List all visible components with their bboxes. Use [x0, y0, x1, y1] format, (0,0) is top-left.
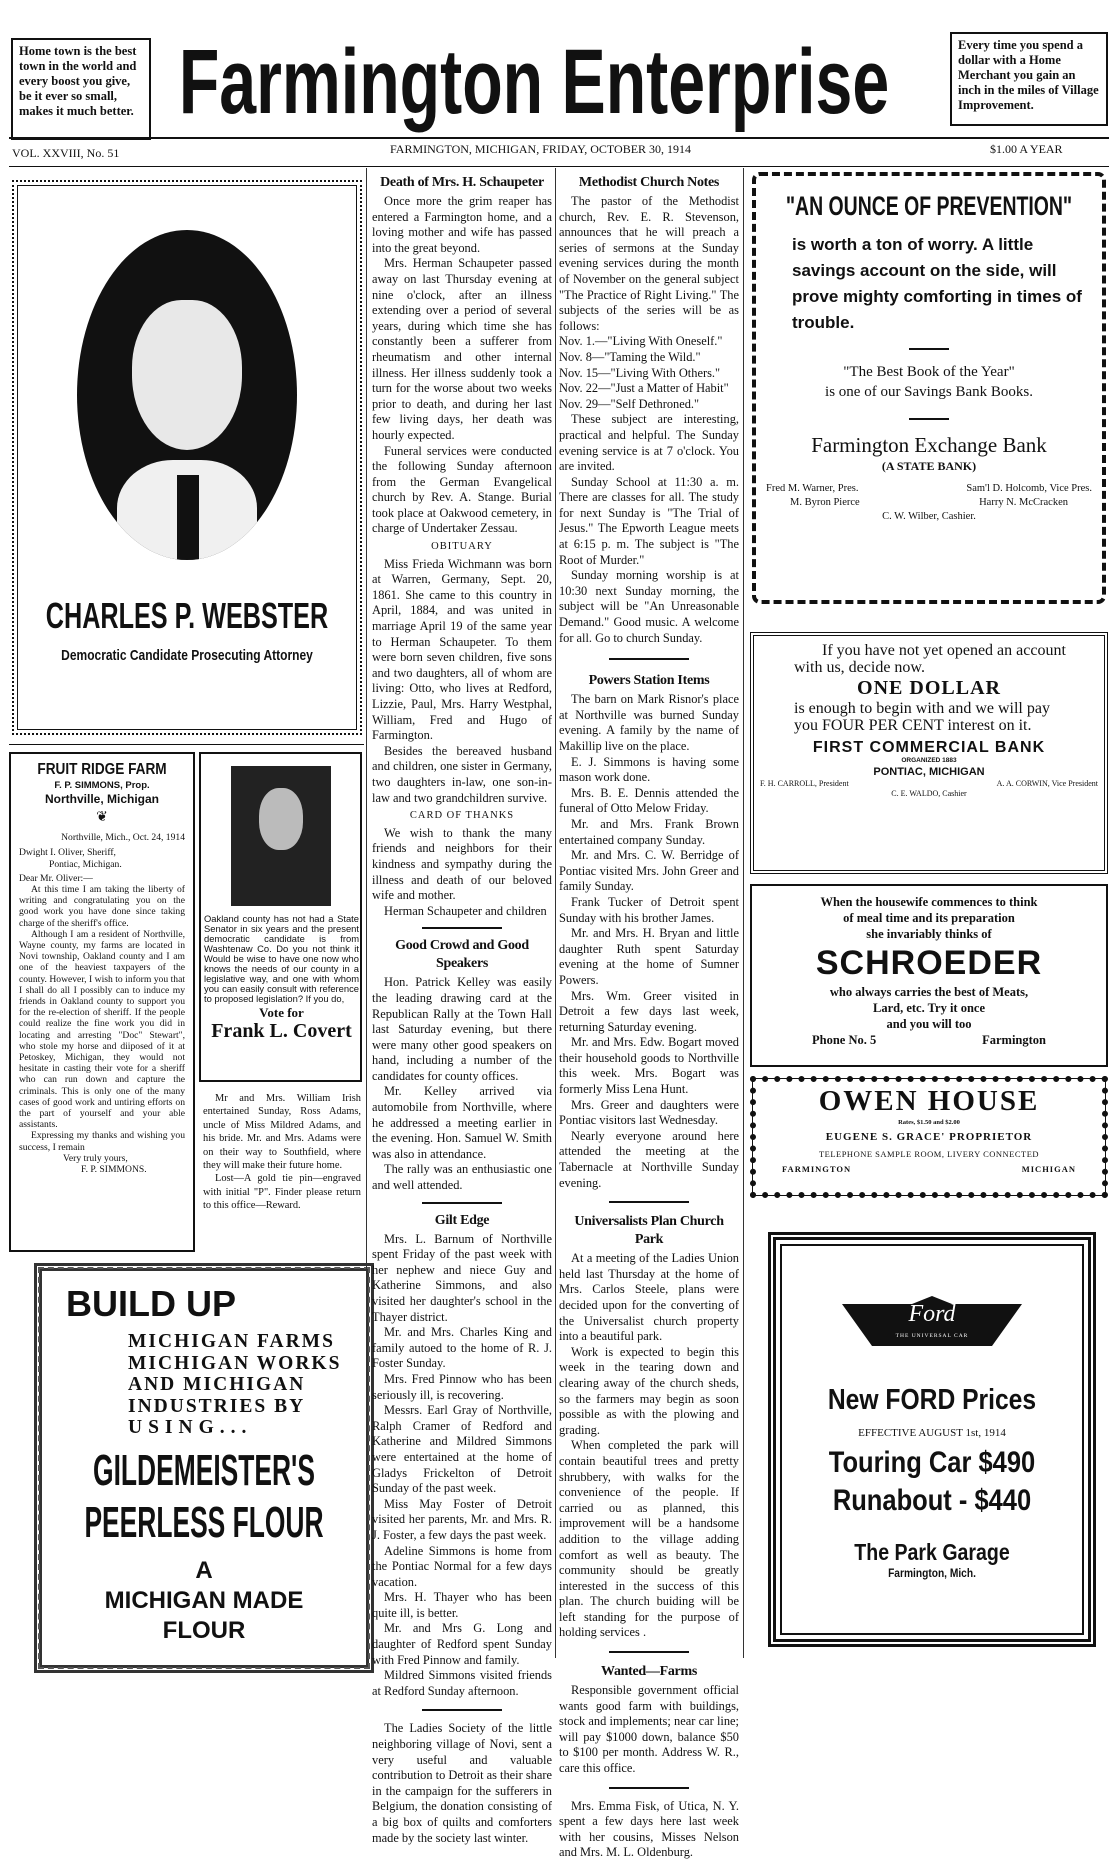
divider	[609, 658, 689, 660]
webster-caption: Democratic Candidate Prosecuting Attorney	[61, 647, 313, 664]
paragraph: Nov. 15—"Living With Others."	[559, 365, 721, 380]
paragraph: When completed the park will contain beautiful trees and pretty shrubbery, with walks for the convenience of the people. If carried ou as planned, this improvement will be a handsome addition to the village adding comfort as well as beauty. The community should be greatly interested in the success of this plan. The church buiding will be left standing for the purpose of holding services .	[559, 1438, 739, 1640]
paragraph: Mrs. Herman Schaupeter passed away on last Thursday evening at nine o'clock, after an illness extending over a period of several years, during which time she has constantly been a sufferer from rheumatism and other internal illness. Her illness suddenly took a turn for the worse about two weeks prior to death, and during her last few living days, her death was hourly expected.	[372, 256, 552, 442]
paragraph: Hon. Patrick Kelley was easily the leading drawing card at the Republican Rally at the Town Hall last Saturday evening, but there were many other good speakers on hand, including a number of the candidates for county offices.	[372, 975, 552, 1083]
schroeder-line: who always carries the best of Meats,	[829, 985, 1029, 999]
flour-l3: MICHIGAN WORKS	[128, 1352, 342, 1374]
paragraph: At this time I am taking the liberty of writing and congratulating you on the good work you have done since taking charge of the sheriff's office.	[19, 884, 185, 929]
schroeder-ad	[750, 884, 1108, 1067]
covert-portrait	[231, 766, 331, 906]
paragraph: Mr. and Mrs. Frank Brown entertained company Sunday.	[559, 816, 739, 847]
article-body	[559, 1799, 739, 1861]
paragraph: Mrs. Wm. Greer visited in Detroit a few days last week, returning Saturday evening.	[559, 988, 739, 1034]
powers-headline: Powers Station Items	[588, 673, 710, 689]
paragraph: The pastor of the Methodist church, Rev. E. R. Stevenson, announces that he will preach a series of sermons at the Sunday evening services during the month of November on the general subject "The Practice of Right Living." The subjects of the series will be as follows:	[559, 194, 739, 333]
covert-text: Oakland county has not had a State Senator in six years and the present democratic candidate is from Washtenaw Co. Do you not think it Would be wise to have one now who knows the needs of our county in a legislative way, and one with whom you can easily consult with reference to proposed legislation? If you do,	[204, 913, 359, 1004]
flour-a: A	[195, 1557, 213, 1584]
flour-list	[128, 1331, 341, 1439]
article-body	[559, 1683, 739, 1777]
paragraph: Funeral services were conducted the following Sunday afternoon from the German Evangelical church by Rev. A. Stange. Burial took place at Oakwood cemetery, in charge of Undertaker Zessau.	[372, 443, 552, 536]
officer: Fred M. Warner, Pres.	[766, 483, 859, 494]
ounce-book-1: "The Best Book of the Year"	[843, 364, 1015, 380]
paragraph: Adeline Simmons is home from the Pontiac Normal for a few days vacation.	[372, 1543, 552, 1589]
letter-closing: Very truly yours,	[63, 1152, 128, 1164]
ford-logo-sub: THE UNIVERSAL CAR	[895, 1333, 969, 1339]
paragraph: We wish to thank the many friends and neighbors for their kindness and sympathy during the illness and death of our beloved wife and mother.	[372, 825, 552, 903]
ford-effective: EFFECTIVE AUGUST 1st, 1914	[858, 1427, 1006, 1439]
owen-house-ad	[750, 1076, 1108, 1198]
article-body	[559, 194, 739, 334]
obituary-label: OBITUARY	[431, 541, 493, 553]
death-headline: Death of Mrs. H. Schaupeter	[380, 175, 544, 190]
paragraph: Nov. 8—"Taming the Wild."	[559, 349, 701, 364]
paragraph: Mr. Kelley arrived via automobile from Northville, where he addressed a meeting earlier in the evening. Hon. Samuel W. Smith was also in attendance.	[372, 1084, 552, 1161]
paragraph: The Ladies Society of the little neighboring village of Novi, sent a very useful and valuable contribution to Detroit as their share in the campaign for the sufferers in Belgium, the donation consisting of a big box of quilts and comforters made by the society last winter.	[372, 1721, 552, 1845]
paragraph: Expressing my thanks and wishing you success, I remain	[19, 1130, 185, 1153]
ford-headline: New FORD Prices	[827, 1384, 1037, 1416]
commercial-offer: is enough to begin with and we will pay you FOUR PER CENT interest on it.	[794, 700, 1050, 734]
covert-vote: Vote for	[259, 1005, 304, 1020]
masthead-rule	[9, 137, 1109, 139]
divider	[422, 927, 502, 929]
gilt-edge-headline: Gilt Edge	[434, 1212, 490, 1228]
commercial-bank-name: FIRST COMMERCIAL BANK	[812, 739, 1046, 756]
article-body	[559, 412, 739, 646]
paragraph: Mrs. B. E. Dennis attended the funeral of Otto Melow Friday.	[559, 785, 739, 816]
covert-copy	[204, 914, 359, 1043]
letter-address: Dwight I. Oliver, Sheriff,	[19, 847, 116, 859]
paragraph: Messrs. Earl Gray of Northville, Ralph Cramer of Redford and Katherine and Mildred Simmons were entertained at the home of Gladys Frickelton of Detroit Sunday of the past week.	[372, 1403, 552, 1496]
paragraph: Nov. 29—"Self Dethroned."	[559, 396, 700, 411]
price: $1.00 A YEAR	[990, 142, 1063, 156]
divider	[422, 1202, 502, 1204]
paragraph: Responsible government official wants good farm with buildings, stock and implements; near car line; will pay $1000 down, balance $50 to $100 per month. Address W. R., care this office.	[559, 1683, 739, 1776]
paragraph: Sunday School at 11:30 a. m. There are classes for all. The study for next Sunday is "The Trial of Jesus." The Epworth League meets at 6:15 p. m. The subject is "The Root of Murder."	[559, 474, 739, 567]
paragraph: Mrs. H. Thayer who has been quite ill, is better.	[372, 1590, 552, 1620]
paragraph: Besides the bereaved husband and children, one sister in Germany, two daughters in-law, one son-in-law and two grandchildren survive.	[372, 743, 552, 805]
ornament-icon: ❦	[96, 810, 108, 826]
schroeder-line: When the housewife commences to think	[820, 895, 1038, 909]
farm-title: FRUIT RIDGE FARM	[37, 761, 167, 778]
paragraph: At a meeting of the Ladies Union held last Thursday at the home of Mrs. Carlos Steele, plans were decided upon for the converting of the Universalist church property into a beautiful park.	[559, 1251, 739, 1344]
paragraph: Once more the grim reaper has entered a Farmington home, and a loving mother and wife has passed into the great beyond.	[372, 194, 552, 255]
article-body	[372, 1721, 552, 1846]
paragraph: Mr. and Mrs G. Long and daughter of Redford spent Sunday with Fred Pinnow and family.	[372, 1621, 552, 1667]
commercial-bank-ad	[750, 632, 1108, 874]
schroeder-line: of meal time and its preparation	[843, 911, 1015, 925]
paragraph: The rally was an enthusiastic one and well attended.	[372, 1162, 552, 1193]
paragraph: The barn on Mark Risnor's place at Northville was burned Sunday evening. A family by the name of Makillip live on the place.	[559, 692, 739, 753]
ounce-body: is worth a ton of worry. A little savings account on the side, will prove mighty comforting in times of trouble.	[792, 235, 1082, 332]
paragraph: Although I am a resident of Northville, Wayne county, my farms are located in Novi township, Oakland county and I am one of the heaviest taxpayers of the county. However, I wish to inform you that I shall do all I possibly can to induce my friends in Oakland county to support you for the re-election of sheriff. If the people could realize the fine work you did in locating and arresting "Doc" Stewart", who stole my horse and diiposed of it at Petoskey, Michigan, they would not hesitate in casting their vote for a sheriff who can run down and capture the criminals. This is only one of the many cases of good work and untiring efforts on the part of yourself and your able assistants.	[19, 928, 185, 1131]
one-dollar: ONE DOLLAR	[857, 677, 1001, 699]
letter-signature: F. P. SIMMONS.	[81, 1164, 147, 1176]
article-body	[19, 884, 185, 1153]
officer: C. W. Wilber, Cashier.	[882, 511, 976, 522]
paragraph: Mr. and Mrs. Charles King and family autoed to the home of R. J. Foster Sunday.	[372, 1325, 552, 1371]
farm-prop: F. P. SIMMONS, Prop.	[54, 780, 150, 791]
paragraph: Herman Schaupeter and children	[384, 903, 547, 918]
paragraph: Mr. and Mrs. H. Bryan and little daughter Ruth spent Saturday evening at the home of Sumner Powers.	[559, 926, 739, 987]
touring-price: Touring Car $490	[828, 1446, 1036, 1479]
officer: M. Byron Pierce	[790, 497, 860, 508]
officer: F. H. CARROLL, President	[760, 779, 849, 788]
state-bank-label: (A STATE BANK)	[881, 459, 977, 473]
divider	[609, 1201, 689, 1203]
article-body	[559, 1251, 739, 1641]
owen-town: FARMINGTON	[782, 1164, 852, 1174]
schroeder-name: SCHROEDER	[815, 944, 1043, 982]
dateline: FARMINGTON, MICHIGAN, FRIDAY, OCTOBER 30, 1914	[390, 142, 692, 156]
left-ear-text: Home town is the best town in the world and every boost you give, be it ever so small, makes it much better.	[19, 44, 137, 118]
officer: Sam'l D. Holcomb, Vice Pres.	[966, 483, 1092, 494]
ounce-headline: "AN OUNCE OF PREVENTION"	[785, 191, 1073, 221]
left-ear-box	[11, 38, 151, 140]
organized: ORGANIZED 1883	[901, 757, 957, 764]
paragraph: Mr. and Mrs. Edw. Bogart moved their household goods to Northville this week. Mrs. Bogart was formerly Miss Lena Hunt.	[559, 1035, 739, 1097]
exchange-bank-ad	[752, 172, 1106, 604]
paragraph: Miss May Foster of Detroit visited her parents, Mr. and Mrs. R. J. Foster, a few days the past week.	[372, 1496, 552, 1542]
paragraph: Miss Frieda Wichmann was born at Warren, Germany, Sept. 20, 1861. She came to this country in April, 1884, and was united in marriage April 19 of the same year to Herman Schaupeter. To them were born seven children, five sons and two daughters, all of whom are living: Otto, who lives at Redford, Lizzie, Paul, Mrs. Harry Westphal, William, Fred and Hugo of Farmington.	[372, 556, 552, 743]
paragraph: These subject are interesting, practical and helpful. The Sunday evening service is at 7 o'clock. You are invited.	[559, 412, 739, 474]
article-body	[372, 1232, 552, 1700]
flour-l2: MICHIGAN FARMS	[128, 1331, 335, 1352]
paragraph: Nearly everyone around here attended the meeting at the Tabernacle at Northville Sunday evening.	[559, 1128, 739, 1190]
ford-logo-text: Ford	[908, 1301, 956, 1327]
owen-proprietor: EUGENE S. GRACE' PROPRIETOR	[825, 1131, 1033, 1143]
exchange-bank-name: Farmington Exchange Bank	[811, 433, 1047, 457]
flour-l1: BUILD UP	[66, 1283, 236, 1324]
article-body	[372, 975, 552, 1193]
paragraph: Nov. 1.—"Living With Oneself."	[559, 334, 723, 349]
article-body	[203, 1092, 361, 1213]
fruit-ridge-letter	[9, 752, 195, 1252]
farm-place: Northville, Michigan	[44, 792, 159, 807]
paragraph: Sunday morning worship is at 10:30 next Sunday morning, the subject will be "An Unreasonable Demand." Good music. A welcome for all. Go to church Sunday.	[559, 568, 739, 645]
paragraph: Mrs. L. Barnum of Northville spent Friday of the past week with her nephew and niece Guy and Katherine Simmons, and also visited her daughter's school in the Thayer district.	[372, 1231, 552, 1324]
runabout-price: Runabout - $440	[832, 1484, 1032, 1517]
column-2	[372, 172, 552, 1846]
divider	[609, 1651, 689, 1653]
volume: VOL. XXVIII, No. 51	[12, 146, 120, 160]
schroeder-line: Lard, etc. Try it once	[872, 1001, 985, 1015]
officer: Harry N. McCracken	[979, 497, 1068, 508]
owen-rates: Rates, $1.50 and $2.00	[898, 1119, 960, 1126]
ford-logo	[842, 1296, 1022, 1360]
owen-telephone: TELEPHONE SAMPLE ROOM, LIVERY CONNECTED	[818, 1149, 1040, 1159]
schroeder-phone: Phone No. 5	[812, 1033, 877, 1047]
covert-name: Frank L. Covert	[211, 1020, 352, 1042]
column-3	[559, 172, 739, 1861]
article-body	[372, 826, 552, 920]
newspaper-title: Farmington Enterprise	[178, 31, 890, 133]
flour-brand: GILDEMEISTER'S	[93, 1446, 315, 1495]
flour-l6: USING...	[128, 1417, 253, 1438]
schroeder-line: and you will too	[886, 1017, 972, 1031]
article-body	[372, 557, 552, 807]
owen-name: OWEN HOUSE	[818, 1085, 1040, 1117]
letter-date: Northville, Mich., Oct. 24, 1914	[61, 832, 185, 844]
ford-ad	[768, 1232, 1096, 1647]
paragraph: E. J. Simmons is having some mason work done.	[559, 754, 739, 785]
methodist-headline: Methodist Church Notes	[578, 175, 720, 190]
flour-michigan-made: MICHIGAN MADE	[104, 1587, 304, 1614]
paragraph: Mrs. Greer and daughters were Pontiac visitors last Wednesday.	[559, 1097, 739, 1128]
webster-ad	[12, 180, 362, 735]
officer: A. A. CORWIN, Vice President	[996, 779, 1098, 788]
article-body	[559, 692, 739, 1191]
letter-address-2: Pontiac, Michigan.	[49, 858, 122, 870]
dateline-rule	[9, 166, 1109, 167]
garage-name: The Park Garage	[854, 1539, 1010, 1565]
schroeder-town: Farmington	[982, 1033, 1046, 1047]
paragraph: Mr. and Mrs. C. W. Berridge of Pontiac visited Mrs. John Greer and family Sunday.	[559, 848, 739, 894]
flour-flour: FLOUR	[162, 1617, 246, 1644]
owen-state: MICHIGAN	[1021, 1164, 1076, 1174]
wanted-headline: Wanted—Farms	[601, 1664, 697, 1680]
paragraph: Mrs. Fred Pinnow who has been seriously ill, is recovering.	[372, 1371, 552, 1402]
paragraph: Mr and Mrs. William Irish entertained Sunday, Ross Adams, uncle of Miss Mildred Adams, and his bride. Mr. and Mrs. Adams were on their way to Southfield, where they will make their future home.	[203, 1093, 361, 1172]
garage-town: Farmington, Mich.	[888, 1566, 976, 1580]
commercial-intro: If you have not yet opened an account with us, decide now.	[794, 642, 1066, 676]
right-ear-text: Every time you spend a dollar with a Home Merchant you gain an inch in the miles of Village Improvement.	[958, 38, 1099, 112]
thanks-label: CARD OF THANKS	[409, 810, 515, 822]
ounce-book-2: is one of our Savings Bank Books.	[825, 384, 1033, 400]
article-body	[559, 334, 739, 412]
divider	[422, 1709, 502, 1711]
paragraph: Mrs. Emma Fisk, of Utica, N. Y. spent a few days here last week with her cousins, Misses Nelson and Mrs. M. L. Oldenburg.	[559, 1798, 739, 1860]
webster-portrait	[77, 230, 297, 560]
park-headline: Universalists Plan Church Park	[574, 1214, 724, 1248]
webster-name: CHARLES P. WEBSTER	[45, 595, 329, 636]
right-ear-box	[950, 32, 1108, 126]
letter-salutation: Dear Mr. Oliver:—	[19, 872, 93, 884]
article-body	[372, 194, 552, 537]
paragraph: Nov. 22—"Just a Matter of Habit"	[559, 381, 729, 396]
rule	[9, 744, 364, 745]
column-rule	[743, 168, 744, 1658]
paragraph: Lost—A gold tie pin—engraved with initial "P". Finder please return to this office—Reward.	[203, 1173, 361, 1212]
schroeder-line: she invariably thinks of	[866, 927, 992, 941]
paragraph: Frank Tucker of Detroit spent Sunday with his brother James.	[559, 894, 739, 925]
column-rule	[555, 168, 556, 1658]
officer: C. E. WALDO, Cashier	[891, 789, 967, 798]
column-rule	[366, 168, 367, 1658]
flour-product: PEERLESS FLOUR	[84, 1498, 324, 1547]
paragraph: Mildred Simmons visited friends at Redford Sunday afternoon.	[372, 1668, 552, 1698]
paragraph: Work is expected to begin this week in the tearing down and clearing away of the church sheds, so the farmers may begin as soon possible as with the plowing and grading.	[559, 1344, 739, 1437]
divider	[609, 1787, 689, 1789]
flour-l4: AND MICHIGAN	[128, 1374, 306, 1395]
flour-l5: INDUSTRIES BY	[128, 1395, 306, 1417]
covert-ad	[199, 752, 362, 1082]
commercial-place: PONTIAC, MICHIGAN	[873, 766, 985, 778]
crowd-headline: Good Crowd and Good Speakers	[395, 938, 529, 972]
flour-ad	[34, 1263, 374, 1673]
